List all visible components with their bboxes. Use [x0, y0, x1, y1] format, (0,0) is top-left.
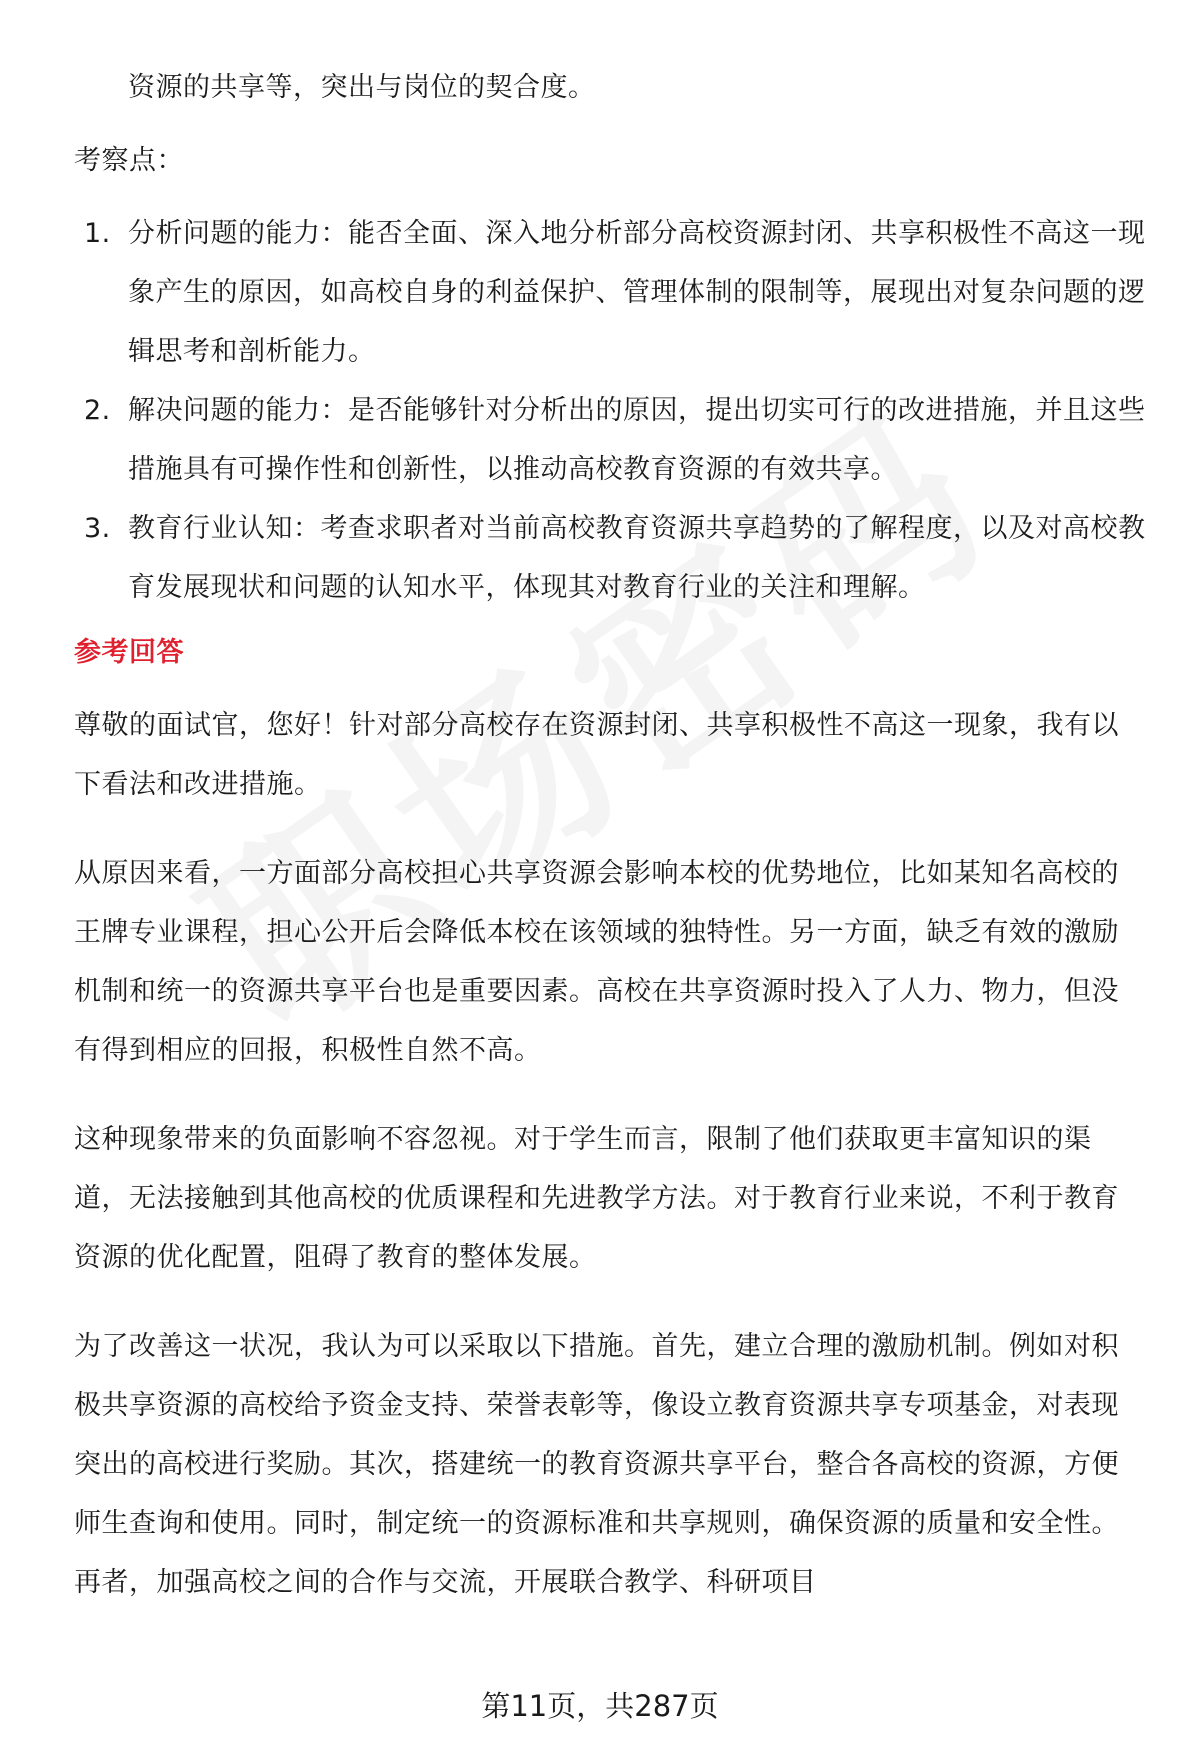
- reference-answer-heading: 参考回答: [74, 637, 184, 668]
- check-point-item: [74, 381, 1146, 499]
- list-number: 3.: [84, 513, 111, 544]
- list-item-text: 教育行业认知：考查求职者对当前高校教育资源共享趋势的了解程度，以及对高校教育发展现状和问题的认知水平，体现其对教育行业的关注和理解。: [128, 513, 1146, 603]
- check-points-list: [74, 204, 1146, 617]
- page-number: 第11页，共287页: [481, 1689, 719, 1723]
- check-point-item: [74, 499, 1146, 617]
- check-points-heading: 考察点：: [74, 145, 184, 176]
- list-number: 2.: [84, 395, 111, 426]
- list-item-text: 分析问题的能力：能否全面、深入地分析部分高校资源封闭、共享积极性不高这一现象产生的原因，如高校自身的利益保护、管理体制的限制等，展现出对复杂问题的逻辑思考和剖析能力。: [128, 218, 1146, 367]
- answer-paragraph: 尊敬的面试官，您好！针对部分高校存在资源封闭、共享积极性不高这一现象，我有以下看法和改进措施。: [74, 710, 1119, 800]
- continuation-text: 资源的共享等，突出与岗位的契合度。: [128, 72, 596, 103]
- list-item-text: 解决问题的能力：是否能够针对分析出的原因，提出切实可行的改进措施，并且这些措施具有可操作性和创新性，以推动高校教育资源的有效共享。: [128, 395, 1146, 485]
- answer-paragraph: 从原因来看，一方面部分高校担心共享资源会影响本校的优势地位，比如某知名高校的王牌专业课程，担心公开后会降低本校在该领域的独特性。另一方面，缺乏有效的激励机制和统一的资源共享平台也是重要因素。高校在共享资源时投入了人力、物力，但没有得到相应的回报，积极性自然不高。: [74, 858, 1119, 1066]
- answer-paragraph: 这种现象带来的负面影响不容忽视。对于学生而言，限制了他们获取更丰富知识的渠道，无法接触到其他高校的优质课程和先进教学方法。对于教育行业来说，不利于教育资源的优化配置，阻碍了教育的整体发展。: [74, 1124, 1119, 1273]
- list-number: 1.: [84, 218, 111, 249]
- page-content: [74, 58, 1146, 1612]
- check-point-item: [74, 204, 1146, 381]
- answer-paragraph: 为了改善这一状况，我认为可以采取以下措施。首先，建立合理的激励机制。例如对积极共享资源的高校给予资金支持、荣誉表彰等，像设立教育资源共享专项基金，对表现突出的高校进行奖励。其次，搭建统一的教育资源共享平台，整合各高校的资源，方便师生查询和使用。同时，制定统一的资源标准和共享规则，确保资源的质量和安全性。再者，加强高校之间的合作与交流，开展联合教学、科研项目: [74, 1331, 1119, 1598]
